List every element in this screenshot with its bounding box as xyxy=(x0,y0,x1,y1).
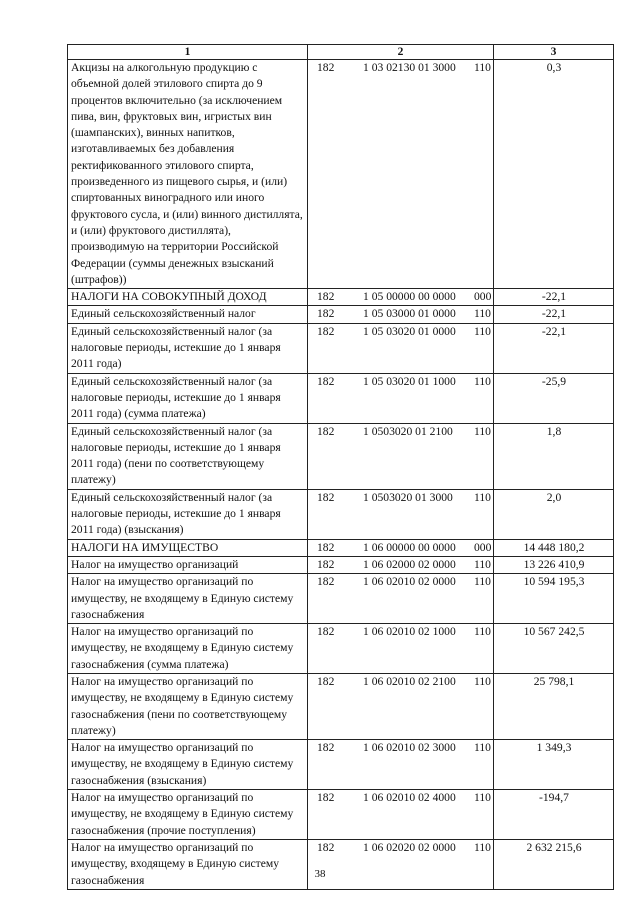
kbk-code: 1 05 03020 01 1000 xyxy=(363,374,456,388)
row-amount: 0,3 xyxy=(494,60,614,289)
kbk-code: 1 06 02020 02 0000 xyxy=(363,840,456,854)
kosgu-code: 110 xyxy=(474,741,491,755)
row-code xyxy=(308,839,494,889)
admin-code: 182 xyxy=(317,674,335,688)
row-amount: 2,0 xyxy=(494,489,614,539)
revenue-table xyxy=(67,44,614,890)
table-row xyxy=(68,556,614,573)
table-row xyxy=(68,624,614,674)
row-code xyxy=(308,323,494,373)
row-code xyxy=(308,373,494,423)
row-amount: -22,1 xyxy=(494,323,614,373)
kosgu-code: 000 xyxy=(474,290,492,304)
row-name: Единый сельскохозяйственный налог (за налоговые периоды, истекшие до 1 января 2011 года) xyxy=(68,323,308,373)
kosgu-code: 110 xyxy=(474,625,491,639)
row-name: Налог на имущество организаций xyxy=(68,556,308,573)
row-code xyxy=(308,489,494,539)
table-row xyxy=(68,839,614,889)
table-row xyxy=(68,489,614,539)
kbk-code: 1 06 00000 00 0000 xyxy=(363,540,456,554)
row-amount: 2 632 215,6 xyxy=(494,839,614,889)
row-name: Налог на имущество организаций по имуществу, не входящему в Единую систему газоснабжения xyxy=(68,574,308,624)
column-header-3: 3 xyxy=(494,45,614,60)
kosgu-code: 000 xyxy=(474,540,492,554)
row-code xyxy=(308,790,494,840)
row-name: Налог на имущество организаций по имуществу, не входящему в Единую систему газоснабжения (сумма платежа) xyxy=(68,624,308,674)
row-code xyxy=(308,289,494,306)
table-row xyxy=(68,323,614,373)
admin-code: 182 xyxy=(317,575,335,589)
table-row xyxy=(68,373,614,423)
admin-code: 182 xyxy=(317,374,335,388)
admin-code: 182 xyxy=(317,625,335,639)
admin-code: 182 xyxy=(317,61,335,74)
kbk-code: 1 06 02010 02 3000 xyxy=(363,741,456,755)
row-name: Акцизы на алкогольную продукцию с объемной долей этилового спирта до 9 процентов включительно (за исключением пива, вин, фруктовых вин, игристых вин (шампанских), винных напитков, изготавливаемых без добавления ректификованного этилового спирта, произведенного из пищевого сырья, и (или) спиртованных виноградного или иного фруктового сусла, и (или) винного дистиллята, и (или) фруктового дистиллята), производимую на территории Российской Федерации (суммы денежных взысканий (штрафов)) xyxy=(68,60,308,289)
row-code xyxy=(308,624,494,674)
row-amount: 25 798,1 xyxy=(494,673,614,739)
admin-code: 182 xyxy=(317,540,335,554)
admin-code: 182 xyxy=(317,307,335,321)
row-amount: 10 567 242,5 xyxy=(494,624,614,674)
admin-code: 182 xyxy=(317,424,335,438)
row-code xyxy=(308,740,494,790)
admin-code: 182 xyxy=(317,490,335,504)
kbk-code: 1 05 03000 01 0000 xyxy=(363,307,456,321)
row-code xyxy=(308,574,494,624)
admin-code: 182 xyxy=(317,840,335,854)
row-name: Единый сельскохозяйственный налог (за налоговые периоды, истекшие до 1 января 2011 года) (сумма платежа) xyxy=(68,373,308,423)
table-row xyxy=(68,539,614,556)
kosgu-code: 110 xyxy=(474,791,491,805)
row-name: Налог на имущество организаций по имуществу, входящему в Единую систему газоснабжения xyxy=(68,839,308,889)
row-name: НАЛОГИ НА ИМУЩЕСТВО xyxy=(68,539,308,556)
row-code xyxy=(308,60,494,289)
admin-code: 182 xyxy=(317,557,335,571)
table-row xyxy=(68,574,614,624)
kbk-code: 1 06 02010 02 1000 xyxy=(363,625,456,639)
kosgu-code: 110 xyxy=(474,374,491,388)
row-amount: -194,7 xyxy=(494,790,614,840)
row-amount: 1 349,3 xyxy=(494,740,614,790)
row-amount: -22,1 xyxy=(494,306,614,323)
page-number: 38 xyxy=(314,868,326,880)
kbk-code: 1 06 02010 02 2100 xyxy=(363,674,456,688)
row-code xyxy=(308,556,494,573)
admin-code: 182 xyxy=(317,741,335,755)
row-amount: 10 594 195,3 xyxy=(494,574,614,624)
row-amount: -25,9 xyxy=(494,373,614,423)
row-name: Единый сельскохозяйственный налог (за налоговые периоды, истекшие до 1 января 2011 года) (пени по соответствующему платежу) xyxy=(68,423,308,489)
row-code xyxy=(308,539,494,556)
kbk-code: 1 06 02010 02 0000 xyxy=(363,575,456,589)
row-amount: 13 226 410,9 xyxy=(494,556,614,573)
kbk-code: 1 06 02000 02 0000 xyxy=(363,557,456,571)
kosgu-code: 110 xyxy=(474,557,491,571)
kbk-code: 1 0503020 01 3000 xyxy=(363,490,453,504)
row-name: Единый сельскохозяйственный налог (за налоговые периоды, истекшие до 1 января 2011 года) (взыскания) xyxy=(68,489,308,539)
admin-code: 182 xyxy=(317,290,335,304)
kosgu-code: 110 xyxy=(474,61,491,74)
kosgu-code: 110 xyxy=(474,424,491,438)
column-header-1: 1 xyxy=(68,45,308,60)
row-name: Единый сельскохозяйственный налог xyxy=(68,306,308,323)
kbk-code: 1 05 00000 00 0000 xyxy=(363,290,456,304)
table-row xyxy=(68,306,614,323)
row-amount: -22,1 xyxy=(494,289,614,306)
kbk-code: 1 05 03020 01 0000 xyxy=(363,324,456,338)
kosgu-code: 110 xyxy=(474,307,491,321)
admin-code: 182 xyxy=(317,791,335,805)
table-row xyxy=(68,423,614,489)
table-row xyxy=(68,289,614,306)
row-code xyxy=(308,306,494,323)
table-row xyxy=(68,60,614,289)
row-name: Налог на имущество организаций по имуществу, не входящему в Единую систему газоснабжения (взыскания) xyxy=(68,740,308,790)
row-amount: 1,8 xyxy=(494,423,614,489)
row-code xyxy=(308,423,494,489)
table-row xyxy=(68,673,614,739)
kosgu-code: 110 xyxy=(474,324,491,338)
admin-code: 182 xyxy=(317,324,335,338)
row-code xyxy=(308,673,494,739)
kosgu-code: 110 xyxy=(474,674,491,688)
table-row xyxy=(68,740,614,790)
kbk-code: 1 03 02130 01 3000 xyxy=(363,61,456,74)
column-header-2: 2 xyxy=(308,45,494,60)
kbk-code: 1 0503020 01 2100 xyxy=(363,424,453,438)
kosgu-code: 110 xyxy=(474,490,491,504)
table-row xyxy=(68,790,614,840)
table-header-row xyxy=(68,45,614,60)
kbk-code: 1 06 02010 02 4000 xyxy=(363,791,456,805)
row-name: Налог на имущество организаций по имуществу, не входящему в Единую систему газоснабжения (прочие поступления) xyxy=(68,790,308,840)
row-name: НАЛОГИ НА СОВОКУПНЫЙ ДОХОД xyxy=(68,289,308,306)
kosgu-code: 110 xyxy=(474,575,491,589)
row-amount: 14 448 180,2 xyxy=(494,539,614,556)
kosgu-code: 110 xyxy=(474,840,491,854)
row-name: Налог на имущество организаций по имуществу, не входящему в Единую систему газоснабжения (пени по соответствующему платежу) xyxy=(68,673,308,739)
